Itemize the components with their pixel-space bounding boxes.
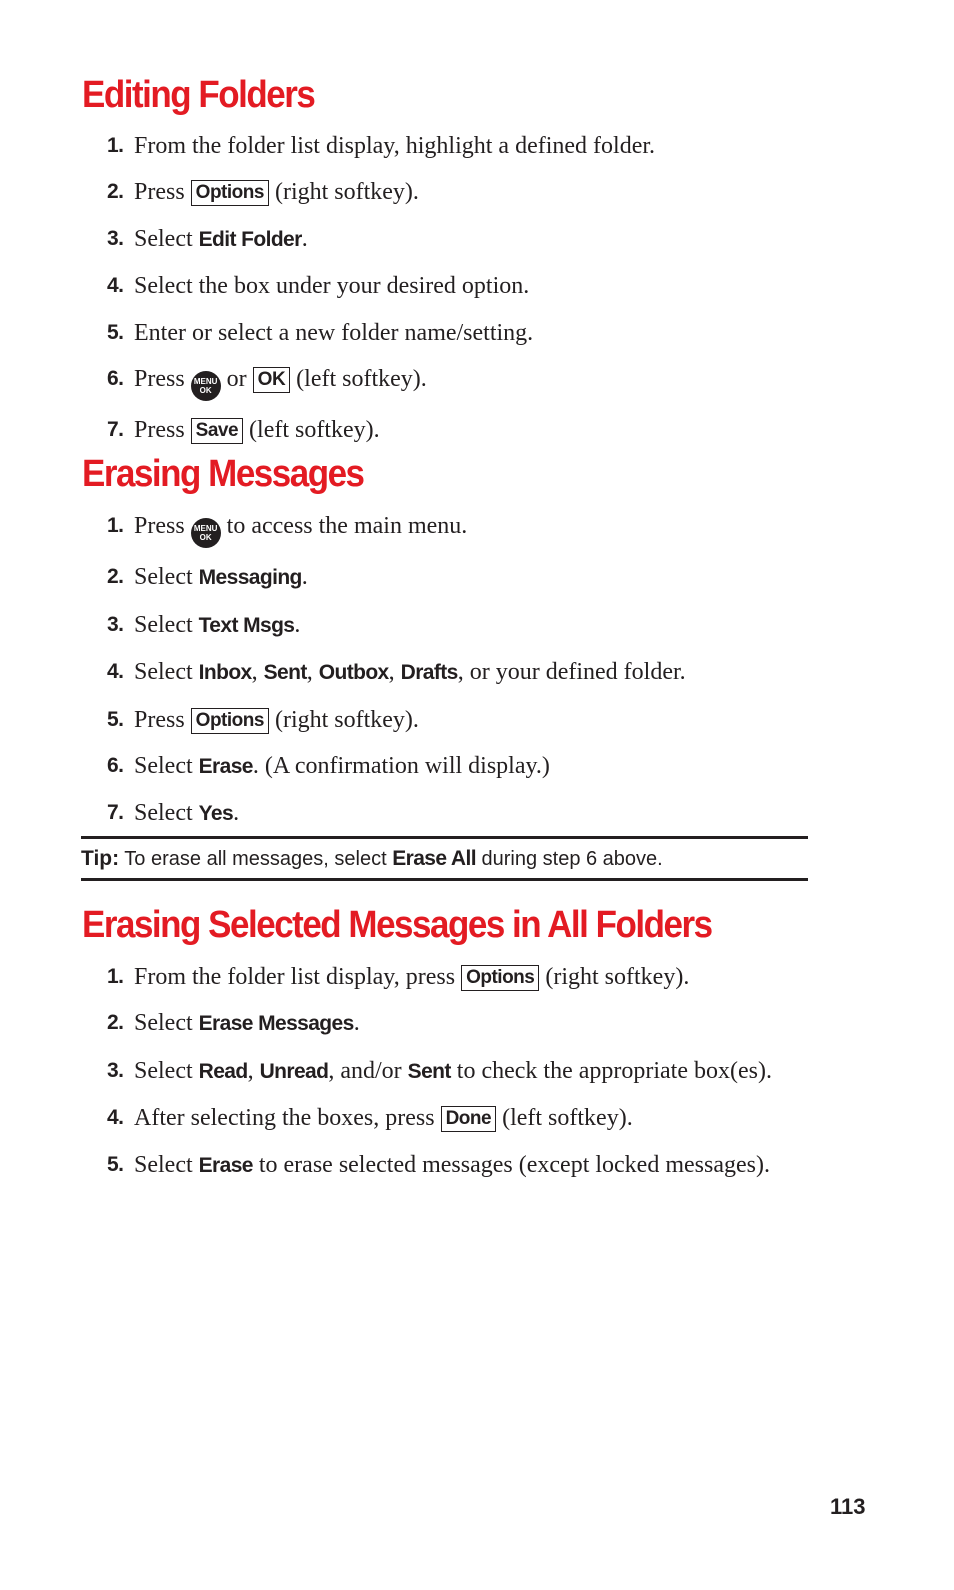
step-text: . bbox=[233, 800, 240, 827]
step-item bbox=[82, 1006, 822, 1041]
step-item bbox=[82, 1148, 822, 1183]
options-softkey: Options bbox=[191, 180, 269, 206]
menu-icon-label: OK bbox=[199, 533, 212, 542]
step-text: From the folder list display, highlight a defined folder. bbox=[134, 133, 656, 159]
step-text: Select bbox=[134, 225, 199, 252]
step-number: 5. bbox=[107, 320, 124, 344]
step-item bbox=[82, 269, 822, 303]
step-text: Select bbox=[134, 1151, 199, 1178]
tip-emphasis: Erase All bbox=[392, 847, 476, 870]
step-text: (left softkey). bbox=[243, 417, 380, 444]
section-heading: Editing Folders bbox=[82, 74, 315, 116]
menu-option-label: Erase Messages bbox=[198, 1012, 354, 1036]
step-text: . bbox=[301, 225, 308, 252]
options-softkey: Options bbox=[191, 708, 269, 734]
tip-text: To erase all messages, select bbox=[119, 848, 393, 870]
menu-option-label: Text Msgs bbox=[198, 613, 295, 637]
step-text: Enter or select a new folder name/setting. bbox=[134, 319, 534, 346]
step-text: Select bbox=[134, 752, 199, 779]
step-number: 5. bbox=[107, 707, 124, 731]
step-number: 4. bbox=[107, 274, 124, 298]
step-text: (left softkey). bbox=[496, 1105, 633, 1132]
menu-option-label: Edit Folder bbox=[198, 227, 302, 251]
step-number: 1. bbox=[107, 134, 124, 157]
section-heading: Erasing Messages bbox=[82, 453, 364, 495]
step-item bbox=[82, 413, 822, 447]
menu-icon-label: OK bbox=[199, 385, 212, 395]
step-text: After selecting the boxes, press bbox=[134, 1105, 441, 1132]
step-text: From the folder list display, press bbox=[134, 964, 462, 990]
step-item bbox=[82, 960, 822, 994]
menu-option-label: Erase bbox=[198, 1153, 253, 1177]
step-item bbox=[82, 316, 822, 350]
menu-option-label: Unread bbox=[259, 1059, 329, 1083]
step-number: 2. bbox=[107, 565, 124, 589]
step-item bbox=[82, 222, 822, 257]
done-softkey: Done bbox=[441, 1106, 497, 1132]
step-text: Select bbox=[134, 564, 199, 591]
step-number: 6. bbox=[107, 366, 124, 390]
step-text: , and/or bbox=[328, 1057, 408, 1084]
menu-option-label: Sent bbox=[407, 1059, 451, 1083]
menu-icon-label: MENU bbox=[193, 376, 218, 386]
step-number: 3. bbox=[107, 1058, 124, 1082]
menu-ok-key-icon bbox=[191, 371, 221, 401]
step-number: 7. bbox=[107, 801, 124, 825]
menu-option-label: Drafts bbox=[400, 661, 458, 685]
step-text: (right softkey). bbox=[268, 706, 419, 733]
options-softkey: Options bbox=[461, 965, 539, 991]
step-text: Select bbox=[134, 800, 199, 827]
step-text: to access the main menu. bbox=[220, 513, 468, 539]
step-text: (right softkey). bbox=[268, 179, 419, 206]
step-number: 1. bbox=[107, 514, 124, 537]
step-text: Select bbox=[134, 1057, 199, 1084]
step-text: , bbox=[388, 659, 401, 686]
step-number: 6. bbox=[107, 753, 124, 777]
step-item bbox=[82, 175, 822, 209]
step-number: 5. bbox=[107, 1152, 124, 1176]
step-text: . bbox=[301, 564, 308, 591]
step-text: , bbox=[247, 1057, 260, 1084]
ok-softkey: OK bbox=[253, 367, 291, 393]
step-number: 2. bbox=[107, 1011, 124, 1035]
step-text: Press bbox=[134, 513, 191, 539]
step-item bbox=[82, 749, 822, 784]
step-text: , bbox=[251, 659, 264, 686]
step-item bbox=[82, 1101, 822, 1135]
step-number: 1. bbox=[107, 965, 124, 988]
step-item bbox=[82, 509, 822, 548]
section-erasing-messages bbox=[82, 453, 822, 844]
step-item bbox=[82, 608, 822, 643]
step-text: Press bbox=[134, 179, 191, 206]
menu-option-label: Yes bbox=[198, 802, 234, 826]
step-number: 7. bbox=[107, 418, 124, 442]
step-item bbox=[82, 703, 822, 737]
step-text: , or your defined folder. bbox=[457, 659, 686, 686]
step-text: (right softkey). bbox=[539, 964, 690, 990]
menu-option-label: Read bbox=[198, 1059, 248, 1083]
step-text: (left softkey). bbox=[290, 365, 427, 392]
section-erasing-selected-messages bbox=[82, 904, 822, 1195]
step-text: Select bbox=[134, 611, 199, 638]
step-text: . (A confirmation will display.) bbox=[252, 752, 550, 779]
step-text: Press bbox=[134, 417, 191, 444]
step-text: Select bbox=[134, 659, 199, 686]
tip-box bbox=[81, 836, 808, 881]
step-number: 4. bbox=[107, 1106, 124, 1130]
menu-option-label: Outbox bbox=[318, 661, 389, 685]
step-text: Select the box under your desired option. bbox=[134, 273, 530, 300]
menu-option-label: Messaging bbox=[198, 566, 302, 590]
section-editing-folders bbox=[82, 74, 822, 460]
menu-option-label: Inbox bbox=[198, 661, 252, 685]
step-item bbox=[82, 362, 822, 401]
section-heading: Erasing Selected Messages in All Folders bbox=[82, 904, 712, 946]
step-list bbox=[82, 509, 822, 831]
step-text: Press bbox=[134, 365, 191, 392]
page-number: 113 bbox=[830, 1494, 866, 1519]
menu-ok-key-icon bbox=[191, 518, 221, 548]
step-item bbox=[82, 129, 822, 163]
step-text: . bbox=[353, 1010, 360, 1037]
step-text: to check the appropriate box(es). bbox=[450, 1057, 772, 1084]
step-text: or bbox=[220, 365, 253, 392]
step-number: 4. bbox=[107, 660, 124, 684]
step-item bbox=[82, 560, 822, 595]
step-item bbox=[82, 796, 822, 831]
step-list bbox=[82, 960, 822, 1183]
step-number: 2. bbox=[107, 180, 124, 204]
step-list bbox=[82, 129, 822, 447]
step-item bbox=[82, 655, 822, 690]
step-number: 3. bbox=[107, 612, 124, 636]
step-text: . bbox=[294, 611, 301, 638]
step-text: Select bbox=[134, 1010, 199, 1037]
menu-option-label: Sent bbox=[263, 661, 307, 685]
tip-text: during step 6 above. bbox=[475, 848, 663, 870]
menu-option-label: Erase bbox=[198, 754, 253, 778]
tip-label: Tip: bbox=[81, 847, 120, 870]
menu-icon-label: MENU bbox=[193, 524, 218, 533]
save-softkey: Save bbox=[191, 418, 243, 444]
step-text: Press bbox=[134, 706, 191, 733]
step-text: to erase selected messages (except locked messages). bbox=[252, 1151, 770, 1178]
step-item bbox=[82, 1054, 822, 1089]
step-text: , bbox=[306, 659, 319, 686]
step-number: 3. bbox=[107, 226, 124, 250]
